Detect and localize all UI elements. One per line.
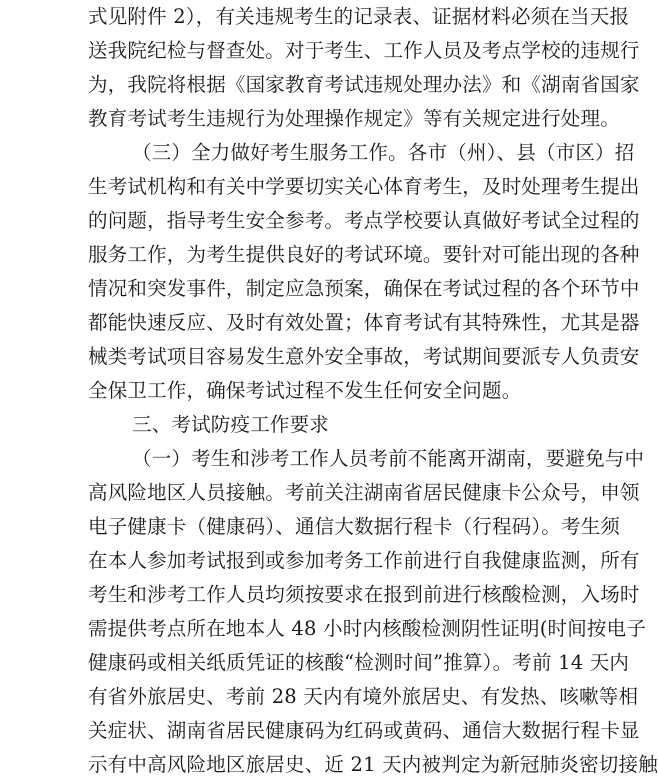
text-line: 健康码或相关纸质凭证的核酸“检测时间”推算）。考前 14 天内 xyxy=(88,651,630,674)
text-line: 需提供考点所在地本人 48 小时内核酸检测阴性证明(时间按电子 xyxy=(88,617,647,640)
text-line: 示有中高风险地区旅居史、近 21 天内被判定为新冠肺炎密切接触 xyxy=(88,753,658,776)
section-heading-line: （一）考生和涉考工作人员考前不能离开湖南，要避免与中 xyxy=(132,447,645,470)
text-line: 教育考试考生违规行为处理操作规定》等有关规定进行处理。 xyxy=(88,107,620,130)
text-line: 生考试机构和有关中学要切实关心体育考生，及时处理考生提出 xyxy=(88,175,640,198)
text-line: 都能快速反应、及时有效处置；体育考试有其特殊性，尤其是器 xyxy=(88,311,640,334)
text-line: 的问题，指导考生安全参考。考点学校要认真做好考试全过程的 xyxy=(88,209,640,232)
text-line: 械类考试项目容易发生意外安全事故，考试期间要派专人负责安 xyxy=(88,345,640,368)
text-line: 考生和涉考工作人员均须按要求在报到前进行核酸检测，入场时 xyxy=(88,583,640,606)
section-heading-line: （三）全力做好考生服务工作。各市（州）、县（市区）招 xyxy=(132,141,635,164)
text-line: 式见附件 2），有关违规考生的记录表、证据材料必须在当天报 xyxy=(88,5,630,28)
text-line: 有省外旅居史、考前 28 天内有境外旅居史、有发热、咳嗽等相 xyxy=(88,685,639,708)
text-line: 在本人参加考试报到或参加考务工作前进行自我健康监测，所有 xyxy=(88,549,640,572)
text-line: 关症状、湖南省居民健康码为红码或黄码、通信大数据行程卡显 xyxy=(88,719,640,742)
text-line: 送我院纪检与督查处。对于考生、工作人员及考点学校的违规行 xyxy=(88,39,640,62)
text-line: 高风险地区人员接触。考前关注湖南省居民健康卡公众号，申领 xyxy=(88,481,640,504)
text-line: 电子健康卡（健康码）、通信大数据行程卡（行程码）。考生须 xyxy=(88,515,621,538)
text-line: 为，我院将根据《国家教育考试违规处理办法》和《湖南省国家 xyxy=(88,73,640,96)
text-line: 服务工作，为考生提供良好的考试环境。要针对可能出现的各种 xyxy=(88,243,640,266)
text-line: 情况和突发事件，制定应急预案，确保在考试过程的各个环节中 xyxy=(88,277,640,300)
text-line: 全保卫工作，确保考试过程不发生任何安全问题。 xyxy=(88,379,522,402)
chapter-heading: 三、考试防疫工作要求 xyxy=(132,413,330,436)
